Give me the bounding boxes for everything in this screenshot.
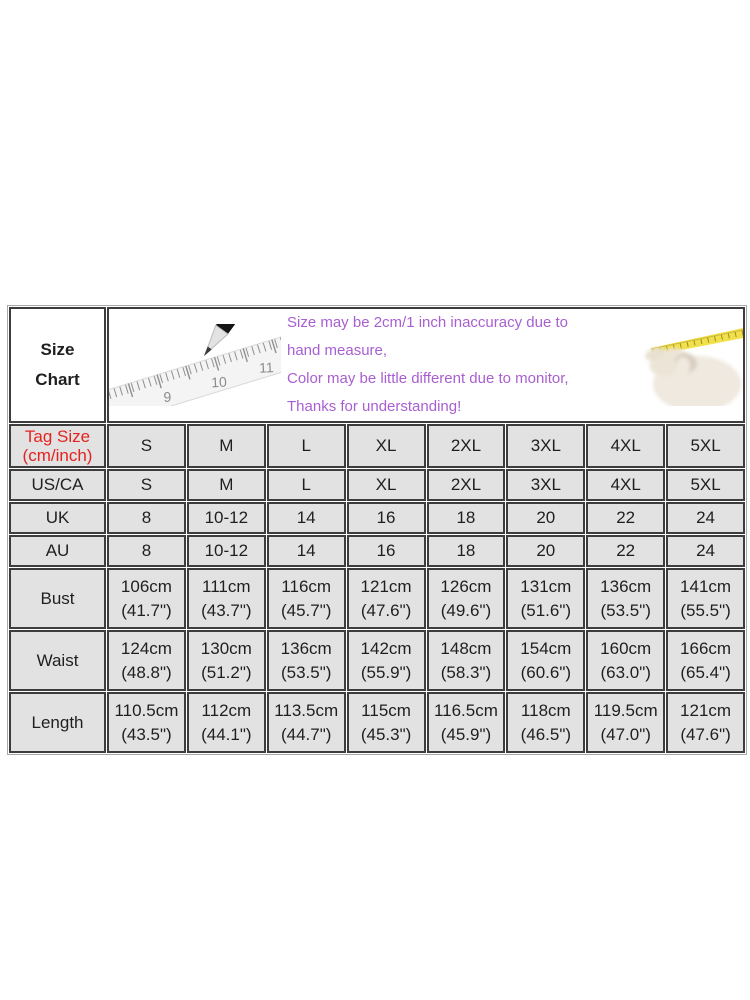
note-line: Thanks for understanding!	[287, 398, 462, 415]
tag-size-row	[9, 424, 745, 468]
size-cell: 10-12	[187, 502, 266, 534]
row-label: Bust	[9, 568, 106, 629]
waist-row	[9, 630, 745, 691]
measure-cell: 112cm (44.1")	[187, 692, 266, 753]
size-cell: 5XL	[666, 424, 745, 468]
measure-cell: 124cm (48.8")	[107, 630, 186, 691]
size-cell: XL	[347, 424, 426, 468]
size-cell: 2XL	[427, 469, 506, 501]
size-chart-title	[9, 307, 106, 423]
size-cell: S	[107, 424, 186, 468]
size-cell: 20	[506, 535, 585, 567]
size-cell: 18	[427, 502, 506, 534]
measure-cell: 110.5cm (43.5")	[107, 692, 186, 753]
size-cell: 22	[586, 502, 665, 534]
measure-cell: 111cm (43.7")	[187, 568, 266, 629]
svg-text:9: 9	[163, 388, 172, 406]
measure-cell: 126cm (49.6")	[427, 568, 506, 629]
size-cell: L	[267, 424, 346, 468]
svg-text:10: 10	[210, 373, 228, 391]
size-cell: M	[187, 469, 266, 501]
size-cell: 8	[107, 502, 186, 534]
row-label: Waist	[9, 630, 106, 691]
note-line: Color may be little different due to monitor,	[287, 370, 569, 387]
size-cell: 5XL	[666, 469, 745, 501]
size-cell: 8	[107, 535, 186, 567]
size-cell: 3XL	[506, 424, 585, 468]
measure-cell: 113.5cm (44.7")	[267, 692, 346, 753]
length-row	[9, 692, 745, 753]
size-cell: 3XL	[506, 469, 585, 501]
size-cell: 24	[666, 535, 745, 567]
measure-cell: 121cm (47.6")	[347, 568, 426, 629]
size-cell: XL	[347, 469, 426, 501]
size-cell: 14	[267, 502, 346, 534]
title-line2: Chart	[35, 370, 80, 389]
measure-cell: 130cm (51.2")	[187, 630, 266, 691]
size-cell: 18	[427, 535, 506, 567]
row-label: Length	[9, 692, 106, 753]
disclaimer-notes	[281, 309, 605, 421]
row-label: AU	[9, 535, 106, 567]
measure-cell: 106cm (41.7")	[107, 568, 186, 629]
measure-cell: 142cm (55.9")	[347, 630, 426, 691]
measure-cell: 119.5cm (47.0")	[586, 692, 665, 753]
size-cell: 16	[347, 535, 426, 567]
size-cell: 2XL	[427, 424, 506, 468]
size-cell: 22	[586, 535, 665, 567]
size-cell: 4XL	[586, 424, 665, 468]
measure-cell: 166cm (65.4")	[666, 630, 745, 691]
size-cell: 24	[666, 502, 745, 534]
row-label: UK	[9, 502, 106, 534]
size-cell: S	[107, 469, 186, 501]
size-cell: 16	[347, 502, 426, 534]
measure-cell: 121cm (47.6")	[666, 692, 745, 753]
measure-cell: 160cm (63.0")	[586, 630, 665, 691]
measure-cell: 148cm (58.3")	[427, 630, 506, 691]
size-cell: 4XL	[586, 469, 665, 501]
measure-cell: 136cm (53.5")	[267, 630, 346, 691]
note-line: Size may be 2cm/1 inch inaccuracy due to hand measure,	[287, 314, 568, 359]
size-cell: 20	[506, 502, 585, 534]
measure-cell: 136cm (53.5")	[586, 568, 665, 629]
size-cell: M	[187, 424, 266, 468]
measure-cell: 118cm (46.5")	[506, 692, 585, 753]
bust-row	[9, 568, 745, 629]
uk-row	[9, 502, 745, 534]
header-banner	[107, 307, 745, 423]
hand-measuring-tape-image	[605, 324, 743, 406]
usca-row	[9, 469, 745, 501]
size-cell: L	[267, 469, 346, 501]
svg-text:11: 11	[258, 359, 275, 376]
pencil-ruler-image	[109, 324, 281, 406]
row-label: US/CA	[9, 469, 106, 501]
measure-cell: 141cm (55.5")	[666, 568, 745, 629]
measure-cell: 131cm (51.6")	[506, 568, 585, 629]
measure-cell: 116.5cm (45.9")	[427, 692, 506, 753]
row-label-tag-size: Tag Size (cm/inch)	[9, 424, 106, 468]
measure-cell: 115cm (45.3")	[347, 692, 426, 753]
size-cell: 14	[267, 535, 346, 567]
title-line1: Size	[40, 340, 75, 359]
size-cell: 10-12	[187, 535, 266, 567]
measure-cell: 154cm (60.6")	[506, 630, 585, 691]
measure-cell: 116cm (45.7")	[267, 568, 346, 629]
size-chart-table	[7, 305, 747, 755]
au-row	[9, 535, 745, 567]
header-row	[9, 307, 745, 423]
